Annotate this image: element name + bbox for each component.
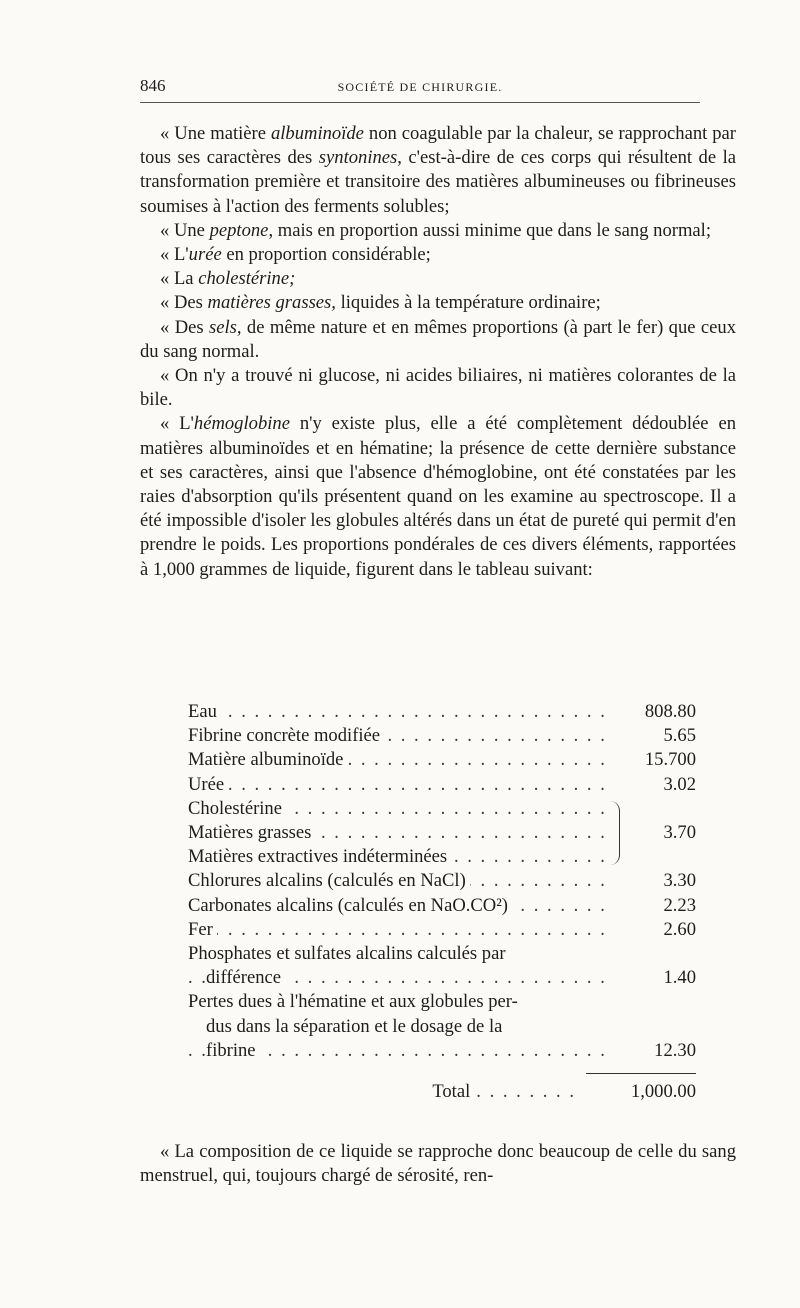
italic-term: albuminoïde [270,123,364,144]
row-label-line: Phosphates et sulfates alcalins calculés par [188,943,506,965]
row-label: Urée . . . [188,773,606,797]
row-value: 1.40 [663,967,696,989]
paragraph: « Une matière albuminoïde non coagulable par la chaleur, se rapprochant par tous ses caractères des syntonines, c'est-à-dire de ces corps qui résultent de la transformation première et transitoire des matières albumineuses ou fibrineuses soumises à l'action des ferments solubles; [140,123,737,217]
row-label-line: Pertes dues à l'hématine et aux globules per- [188,991,518,1013]
row-value: 2.23 [663,894,696,916]
table-row [188,918,696,942]
table-row [188,821,605,845]
closing-paragraph [140,1140,736,1188]
total-row [188,1073,696,1104]
paragraph: « On n'y a trouvé ni glucose, ni acides biliaires, ni matières colorantes de la bile. [140,365,736,411]
row-label: Matière albuminoïde . . . [188,748,606,772]
row-value: 15.700 [644,749,696,771]
row-label-line: dus dans la séparation et le dosage de la [206,1015,503,1037]
row-value: 12.30 [654,1039,696,1061]
italic-term: peptone [209,219,269,241]
brace-symbol [607,801,620,865]
row-label: Carbonates alcalins (calculés en NaO.CO²) . . . [188,894,606,918]
table-row [188,748,696,772]
table-row [188,773,696,797]
table-row [188,869,696,893]
row-label: Eau . . . [188,700,606,724]
italic-term: hémoglobine [193,413,290,435]
body-text [140,122,736,582]
row-label: fibrine . . . [188,1039,606,1063]
row-label: Matières grasses . . . [188,821,605,845]
italic-term: cholestérine; [198,268,296,290]
row-label: Cholestérine . . . [188,797,605,821]
running-head: SOCIÉTÉ DE CHIRURGIE. [337,80,503,94]
row-label: différence . . . [188,966,606,990]
table-row [188,845,605,869]
row-value: 2.60 [663,918,696,940]
paragraph: « L'hémoglobine n'y existe plus, elle a été complètement dédoublée en matières albuminoïdes et en hématine; la présence de cette dernière substance et ses caractères, ainsi que l'absence d'hémoglobine, ont été constatées par les raies d'absorption qu'ils présentent quand on les examine au spectroscope. Il a été impossible d'isoler les globules altérés dans un état de pureté qui permit d'en prendre le poids. Les proportions pondérales de ces divers éléments, rapportées à 1,000 grammes de liquide, figurent dans le tableau suivant: [140,413,737,580]
paragraph: « La composition de ce liquide se rapproche donc beaucoup de celle du sang menstruel, qui, toujours chargé de sérosité, ren- [140,1141,736,1187]
paragraph: « Des sels, de même nature et en mêmes proportions (à part le fer) que ceux du sang normal. [140,316,736,362]
table-row [188,966,696,990]
table-row [188,1039,696,1063]
total-value: 1,000.00 [586,1073,696,1104]
row-value: 5.65 [663,725,696,747]
paragraph: « La cholestérine; [160,268,296,290]
row-label: Fer . . . [188,918,606,942]
row-value: 3.02 [663,773,696,795]
table-row [188,797,605,821]
table-row [188,894,696,918]
row-value: 3.30 [663,870,696,892]
paragraph: « L'urée en proportion considérable; [160,244,431,266]
italic-term: matières grasses, [207,292,336,314]
paragraph: « Une peptone, mais en proportion aussi minime que dans le sang normal; [160,219,711,241]
total-dots: . . . . . . . . [476,1081,576,1103]
page-header [140,76,700,103]
italic-term: urée [188,244,222,266]
table-row [188,724,696,748]
composition-table [188,700,696,1104]
italic-term: syntonines [318,147,398,169]
row-label: Chlorures alcalins (calculés en NaCl) . . . [188,869,606,893]
brace-group [188,797,696,870]
page-number: 846 [140,76,166,95]
table-row [188,700,696,724]
brace-value: 3.70 [663,822,696,844]
italic-term: sels [209,316,237,338]
paragraph: « Des matières grasses, liquides à la température ordinaire; [160,292,601,314]
total-label: Total [432,1081,471,1103]
row-label: Fibrine concrète modifiée . . . [188,724,606,748]
row-label: Matières extractives indéterminées . . . [188,845,605,869]
row-value: 808.80 [644,701,696,722]
